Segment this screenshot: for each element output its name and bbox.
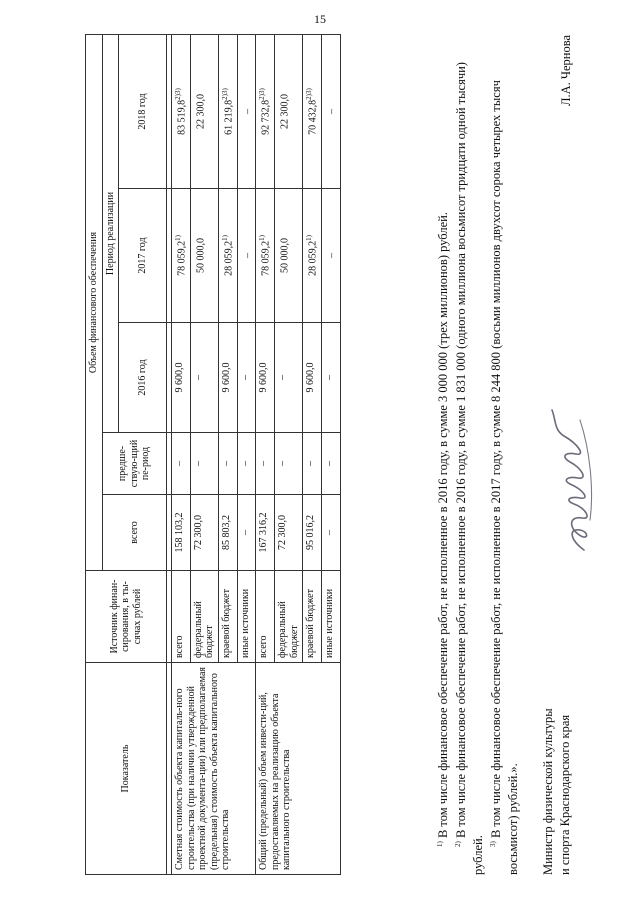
source-cell: краевой бюджет (218, 571, 237, 663)
header-period: Период реализации (102, 35, 119, 433)
prior-cell: – (256, 433, 275, 495)
y2017-cell: – (237, 189, 256, 323)
y2018-cell: 61 $219,8^{2)3)}$ (218, 35, 237, 189)
y2016-cell: 9 600,0 (303, 323, 322, 433)
total-cell: 85 803,2 (218, 495, 237, 571)
y2018-cell: 92 $732,8^{2)3)}$ (256, 35, 275, 189)
y2017-cell: 78 059,2$^{1)}$ (172, 189, 191, 323)
y2018-cell: 22 300,0 (190, 35, 218, 189)
total-cell: – (322, 495, 341, 571)
prior-cell: – (172, 433, 191, 495)
header-indicator: Показатель (86, 663, 167, 875)
header-year-2018: 2018 год (119, 35, 167, 189)
y2017-cell: 28 059,2$^{1)}$ (303, 189, 322, 323)
prior-cell: – (303, 433, 322, 495)
page-number: 15 (314, 12, 326, 26)
y2016-cell: 9 600,0 (256, 323, 275, 433)
y2016-cell: – (322, 323, 341, 433)
y2018-cell: 83 $519,8^{2)3)}$ (172, 35, 191, 189)
source-cell: краевой бюджет (303, 571, 322, 663)
total-cell: 158 103,2 (172, 495, 191, 571)
signer-name: Л.А. Чернова (559, 35, 573, 107)
total-cell: 95 016,2 (303, 495, 322, 571)
prior-cell: – (322, 433, 341, 495)
y2016-cell: 9 600,0 (218, 323, 237, 433)
y2016-cell: – (190, 323, 218, 433)
y2017-cell: – (322, 189, 341, 323)
table-row (172, 35, 191, 875)
y2016-cell: – (275, 323, 303, 433)
footnote: $^{3)}$ В том числе финансовое обеспечение работ, не исполненное в 2017 году, в сумме 8 244 800 (восьми миллионов двухсот сорока четырех тысяч восьмисот) рублей.». (488, 80, 520, 875)
header-volume: Объем финансового обеспечения (86, 35, 103, 571)
total-cell: 167 316,2 (256, 495, 275, 571)
source-cell: всего (256, 571, 275, 663)
signer-position: Министр физической культуры и спорта Краснодарского края (541, 708, 572, 875)
source-cell: иные источники (322, 571, 341, 663)
rotated-page-content (85, 35, 605, 875)
total-cell: 72 300,0 (190, 495, 218, 571)
source-cell: всего (172, 571, 191, 663)
source-cell: иные источники (237, 571, 256, 663)
header-year-2017: 2017 год (119, 189, 167, 323)
footnotes (435, 35, 522, 875)
y2017-cell: 28 059,2$^{1)}$ (218, 189, 237, 323)
handwritten-signature-image (540, 400, 600, 560)
row-label-estimated-cost: Сметная стоимость объекта капиталь-ного строительства (при наличии утвержденной проектной документа-ции) или предполагаемая (предельная) стоимость объекта капитального строительства (172, 663, 256, 875)
footnote: $^{1)}$ В том числе финансовое обеспечение работ, не исполненное в 2016 году, в сумме 3 000 000 (трех миллионов) рублей. (435, 212, 450, 847)
y2018-cell: – (237, 35, 256, 189)
header-total: всего (102, 495, 167, 571)
prior-cell: – (237, 433, 256, 495)
header-prior: предше-ствую-щий пе-риод (102, 433, 167, 495)
header-source: Источник финан-сирования, в ты-сячах рублей (86, 571, 167, 663)
y2017-cell: 78 059,2$^{1)}$ (256, 189, 275, 323)
y2017-cell: 50 000,0 (190, 189, 218, 323)
table-row (256, 35, 275, 875)
y2018-cell: 70 $432,8^{2)3)}$ (303, 35, 322, 189)
y2018-cell: 22 300,0 (275, 35, 303, 189)
y2016-cell: 9 600,0 (172, 323, 191, 433)
total-cell: 72 300,0 (275, 495, 303, 571)
y2017-cell: 50 000,0 (275, 189, 303, 323)
prior-cell: – (190, 433, 218, 495)
prior-cell: – (218, 433, 237, 495)
source-cell: федеральный бюджет (190, 571, 218, 663)
total-cell: – (237, 495, 256, 571)
row-label-total-investment: Общий (предельный) объем инвести-ций, предоставляемых на реализацию объекта капитального строительства (256, 663, 340, 875)
y2016-cell: – (237, 323, 256, 433)
header-year-2016: 2016 год (119, 323, 167, 433)
prior-cell: – (275, 433, 303, 495)
y2018-cell: – (322, 35, 341, 189)
source-cell: федеральный бюджет (275, 571, 303, 663)
financing-table (85, 34, 341, 875)
footnote: $^{2)}$ В том числе финансовое обеспечение работ, не исполненное в 2016 году, в сумме 1 831 000 (одного миллиона восьмисот тридцати одной тысячи) рублей. (453, 62, 485, 875)
